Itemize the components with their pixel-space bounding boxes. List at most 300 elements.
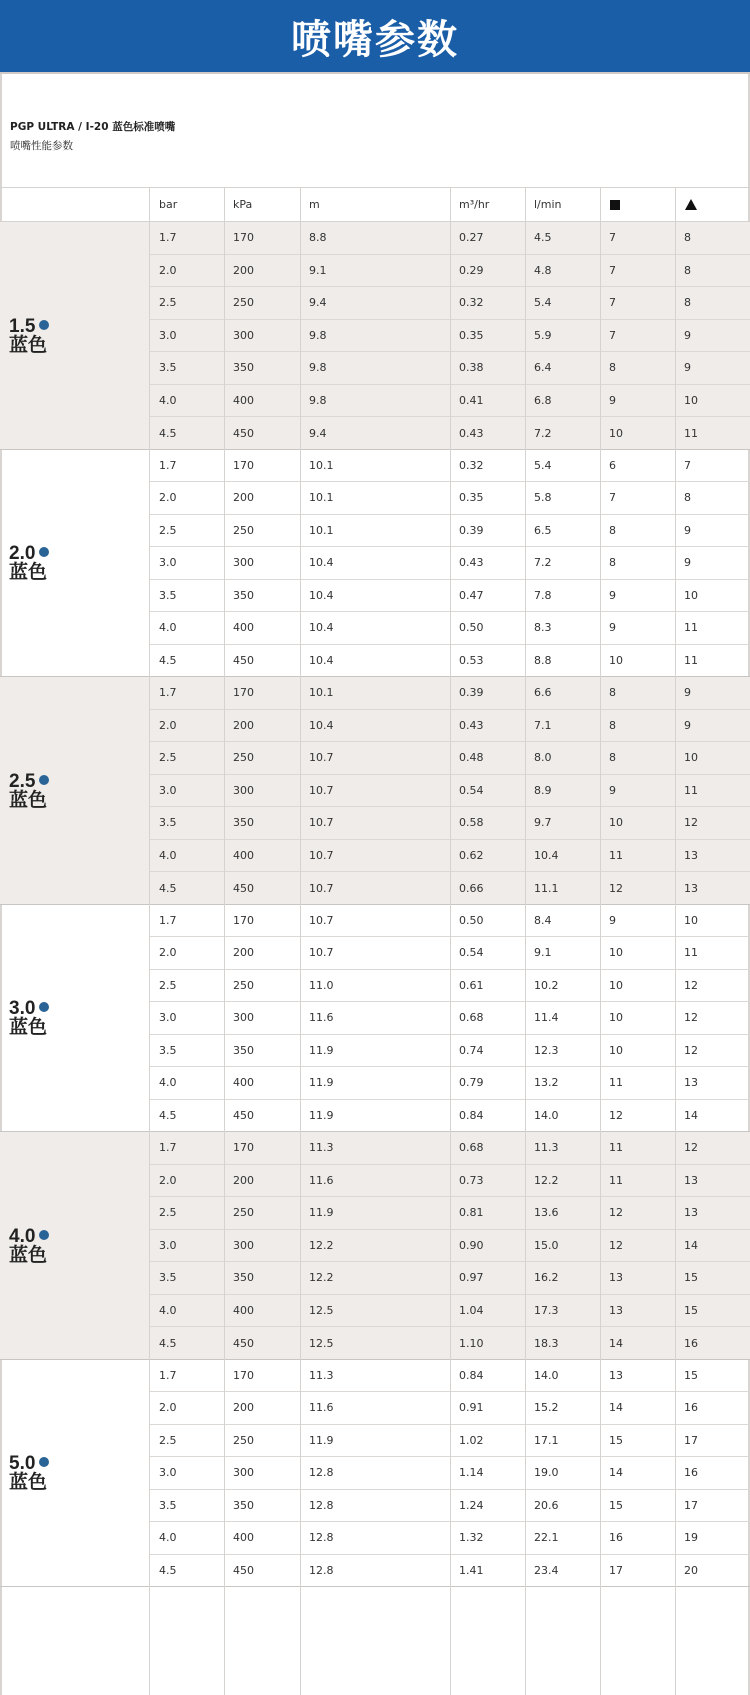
cell-m3hr: 0.90 (459, 1238, 484, 1252)
cell-kpa: 350 (233, 361, 254, 375)
cell-m3hr: 1.14 (459, 1466, 484, 1480)
column-divider (525, 188, 526, 1695)
cell-lmin: 14.0 (534, 1109, 559, 1123)
cell-m: 11.9 (309, 1043, 334, 1057)
cell-kpa: 250 (233, 1433, 254, 1447)
cell-kpa: 400 (233, 848, 254, 862)
cell-triangle: 8 (684, 263, 691, 277)
cell-square: 10 (609, 654, 623, 668)
cell-m: 10.4 (309, 621, 334, 635)
blue-dot-icon (39, 1457, 49, 1467)
cell-m3hr: 0.58 (459, 816, 484, 830)
nozzle-color: 蓝色 (9, 1471, 48, 1494)
cell-lmin: 6.5 (534, 523, 552, 537)
cell-square: 10 (609, 426, 623, 440)
cell-kpa: 350 (233, 1271, 254, 1285)
cell-m3hr: 0.35 (459, 491, 484, 505)
cell-triangle: 9 (684, 523, 691, 537)
cell-lmin: 12.2 (534, 1173, 559, 1187)
cell-lmin: 6.6 (534, 686, 552, 700)
cell-m: 9.4 (309, 426, 327, 440)
cell-square: 12 (609, 1238, 623, 1252)
column-divider (675, 188, 676, 1695)
cell-lmin: 10.2 (534, 978, 559, 992)
cell-triangle: 8 (684, 231, 691, 245)
column-divider (149, 188, 150, 1695)
cell-m: 10.7 (309, 913, 334, 927)
cell-m3hr: 0.97 (459, 1271, 484, 1285)
cell-triangle: 11 (684, 946, 698, 960)
cell-m: 11.9 (309, 1206, 334, 1220)
cell-square: 7 (609, 296, 616, 310)
cell-bar: 4.0 (159, 1303, 177, 1317)
cell-triangle: 20 (684, 1564, 698, 1578)
cell-lmin: 8.4 (534, 913, 552, 927)
cell-kpa: 350 (233, 588, 254, 602)
cell-m3hr: 0.50 (459, 913, 484, 927)
cell-bar: 2.0 (159, 491, 177, 505)
cell-kpa: 250 (233, 523, 254, 537)
cell-m: 10.7 (309, 946, 334, 960)
cell-square: 15 (609, 1433, 623, 1447)
nozzle-color: 蓝色 (9, 561, 48, 584)
nozzle-size: 2.0 (9, 543, 36, 565)
cell-m: 11.3 (309, 1368, 334, 1382)
cell-triangle: 12 (684, 816, 698, 830)
cell-m3hr: 0.39 (459, 523, 484, 537)
blue-dot-icon (39, 775, 49, 785)
cell-bar: 2.5 (159, 1206, 177, 1220)
cell-m3hr: 0.54 (459, 783, 484, 797)
col-header-lmin: l/min (534, 198, 562, 211)
nozzle-color: 蓝色 (9, 1016, 48, 1039)
cell-kpa: 200 (233, 1173, 254, 1187)
cell-m: 11.3 (309, 1141, 334, 1155)
cell-m: 11.6 (309, 1173, 334, 1187)
cell-m3hr: 0.61 (459, 978, 484, 992)
cell-bar: 2.0 (159, 263, 177, 277)
cell-m: 11.9 (309, 1433, 334, 1447)
square-icon (610, 200, 620, 210)
column-divider (450, 188, 451, 1695)
cell-triangle: 14 (684, 1238, 698, 1252)
cell-lmin: 22.1 (534, 1531, 559, 1545)
cell-m3hr: 0.53 (459, 654, 484, 668)
cell-triangle: 13 (684, 1173, 698, 1187)
cell-bar: 2.5 (159, 751, 177, 765)
cell-square: 14 (609, 1466, 623, 1480)
table-subtitle: 喷嘴性能参数 (10, 140, 73, 152)
cell-bar: 4.0 (159, 393, 177, 407)
cell-bar: 4.5 (159, 654, 177, 668)
cell-bar: 1.7 (159, 1141, 177, 1155)
cell-bar: 1.7 (159, 913, 177, 927)
cell-m3hr: 0.91 (459, 1401, 484, 1415)
cell-kpa: 300 (233, 1466, 254, 1480)
cell-m3hr: 0.27 (459, 231, 484, 245)
cell-triangle: 13 (684, 1076, 698, 1090)
nozzle-size: 2.5 (9, 770, 36, 792)
nozzle-group (0, 222, 750, 450)
cell-m3hr: 0.74 (459, 1043, 484, 1057)
cell-m: 12.8 (309, 1466, 334, 1480)
cell-kpa: 450 (233, 1336, 254, 1350)
cell-m: 12.2 (309, 1271, 334, 1285)
cell-m3hr: 0.84 (459, 1368, 484, 1382)
cell-bar: 4.0 (159, 1531, 177, 1545)
cell-bar: 2.0 (159, 1173, 177, 1187)
cell-lmin: 4.5 (534, 231, 552, 245)
cell-kpa: 400 (233, 1531, 254, 1545)
cell-bar: 1.7 (159, 458, 177, 472)
cell-m3hr: 0.84 (459, 1109, 484, 1123)
cell-m: 10.7 (309, 751, 334, 765)
cell-kpa: 170 (233, 231, 254, 245)
cell-m: 10.7 (309, 848, 334, 862)
cell-triangle: 8 (684, 491, 691, 505)
cell-triangle: 11 (684, 783, 698, 797)
cell-triangle: 15 (684, 1368, 698, 1382)
cell-lmin: 8.9 (534, 783, 552, 797)
cell-m: 11.6 (309, 1401, 334, 1415)
cell-m: 11.0 (309, 978, 334, 992)
page-title: 喷嘴参数 (291, 16, 459, 63)
cell-bar: 3.0 (159, 1466, 177, 1480)
cell-square: 17 (609, 1564, 623, 1578)
cell-triangle: 12 (684, 1011, 698, 1025)
cell-m: 10.1 (309, 686, 334, 700)
cell-triangle: 12 (684, 1141, 698, 1155)
nozzle-label (9, 770, 49, 811)
cell-lmin: 7.1 (534, 718, 552, 732)
cell-lmin: 10.4 (534, 848, 559, 862)
cell-m: 10.7 (309, 881, 334, 895)
nozzle-size: 5.0 (9, 1453, 36, 1475)
cell-m3hr: 0.29 (459, 263, 484, 277)
cell-bar: 1.7 (159, 1368, 177, 1382)
cell-m: 10.7 (309, 816, 334, 830)
cell-lmin: 8.0 (534, 751, 552, 765)
cell-kpa: 170 (233, 686, 254, 700)
cell-m3hr: 0.43 (459, 426, 484, 440)
cell-bar: 4.5 (159, 1109, 177, 1123)
cell-kpa: 450 (233, 426, 254, 440)
cell-triangle: 9 (684, 686, 691, 700)
cell-bar: 4.5 (159, 881, 177, 895)
cell-bar: 2.0 (159, 1401, 177, 1415)
nozzle-group (0, 450, 750, 678)
cell-bar: 3.0 (159, 783, 177, 797)
cell-m: 11.6 (309, 1011, 334, 1025)
cell-lmin: 7.2 (534, 426, 552, 440)
cell-kpa: 300 (233, 783, 254, 797)
nozzle-label (9, 543, 49, 584)
cell-lmin: 5.4 (534, 296, 552, 310)
nozzle-label (9, 1225, 49, 1266)
cell-kpa: 450 (233, 1564, 254, 1578)
cell-lmin: 11.4 (534, 1011, 559, 1025)
cell-lmin: 15.2 (534, 1401, 559, 1415)
cell-square: 8 (609, 361, 616, 375)
cell-triangle: 11 (684, 426, 698, 440)
cell-square: 7 (609, 491, 616, 505)
cell-lmin: 12.3 (534, 1043, 559, 1057)
cell-m3hr: 0.81 (459, 1206, 484, 1220)
cell-square: 6 (609, 458, 616, 472)
col-header-square (600, 188, 675, 221)
cell-triangle: 11 (684, 621, 698, 635)
cell-kpa: 400 (233, 393, 254, 407)
nozzle-size: 3.0 (9, 998, 36, 1020)
cell-m3hr: 1.32 (459, 1531, 484, 1545)
cell-square: 9 (609, 393, 616, 407)
cell-m: 9.8 (309, 361, 327, 375)
blue-dot-icon (39, 1002, 49, 1012)
column-divider (300, 188, 301, 1695)
cell-kpa: 170 (233, 1368, 254, 1382)
cell-square: 11 (609, 1173, 623, 1187)
cell-bar: 2.5 (159, 296, 177, 310)
cell-m: 10.7 (309, 783, 334, 797)
cell-triangle: 19 (684, 1531, 698, 1545)
cell-lmin: 9.1 (534, 946, 552, 960)
cell-m3hr: 0.54 (459, 946, 484, 960)
cell-m: 10.1 (309, 523, 334, 537)
cell-m: 11.9 (309, 1076, 334, 1090)
cell-m: 9.8 (309, 393, 327, 407)
cell-kpa: 350 (233, 816, 254, 830)
cell-lmin: 20.6 (534, 1498, 559, 1512)
cell-square: 12 (609, 1109, 623, 1123)
cell-square: 13 (609, 1368, 623, 1382)
cell-m3hr: 0.43 (459, 556, 484, 570)
info-block (0, 72, 750, 188)
cell-kpa: 450 (233, 881, 254, 895)
cell-m: 10.4 (309, 588, 334, 602)
cell-bar: 4.5 (159, 1564, 177, 1578)
nozzle-color: 蓝色 (9, 333, 48, 356)
nozzle-color: 蓝色 (9, 1243, 48, 1266)
cell-triangle: 13 (684, 1206, 698, 1220)
cell-square: 9 (609, 913, 616, 927)
cell-triangle: 8 (684, 296, 691, 310)
cell-square: 10 (609, 978, 623, 992)
cell-kpa: 300 (233, 1238, 254, 1252)
cell-m: 9.4 (309, 296, 327, 310)
cell-bar: 3.5 (159, 1498, 177, 1512)
cell-m: 9.8 (309, 328, 327, 342)
cell-m3hr: 0.38 (459, 361, 484, 375)
cell-triangle: 14 (684, 1109, 698, 1123)
cell-triangle: 10 (684, 588, 698, 602)
cell-bar: 2.5 (159, 1433, 177, 1447)
cell-square: 12 (609, 881, 623, 895)
cell-square: 7 (609, 263, 616, 277)
cell-triangle: 15 (684, 1271, 698, 1285)
cell-square: 10 (609, 1043, 623, 1057)
nozzle-group (0, 1360, 750, 1588)
cell-square: 11 (609, 1076, 623, 1090)
blue-dot-icon (39, 547, 49, 557)
cell-bar: 3.5 (159, 1271, 177, 1285)
cell-lmin: 13.6 (534, 1206, 559, 1220)
cell-square: 12 (609, 1206, 623, 1220)
column-divider (600, 188, 601, 1695)
cell-m3hr: 0.39 (459, 686, 484, 700)
cell-m: 12.8 (309, 1531, 334, 1545)
cell-triangle: 12 (684, 1043, 698, 1057)
cell-bar: 3.5 (159, 816, 177, 830)
cell-bar: 3.0 (159, 1011, 177, 1025)
cell-lmin: 5.8 (534, 491, 552, 505)
cell-kpa: 400 (233, 1076, 254, 1090)
cell-lmin: 16.2 (534, 1271, 559, 1285)
cell-triangle: 17 (684, 1498, 698, 1512)
cell-m3hr: 0.35 (459, 328, 484, 342)
cell-m3hr: 0.68 (459, 1011, 484, 1025)
cell-m3hr: 0.73 (459, 1173, 484, 1187)
nozzle-label (9, 998, 49, 1039)
cell-lmin: 5.4 (534, 458, 552, 472)
cell-bar: 4.0 (159, 848, 177, 862)
nozzle-label (9, 315, 49, 356)
cell-square: 9 (609, 588, 616, 602)
cell-triangle: 10 (684, 393, 698, 407)
col-header-kpa: kPa (233, 198, 253, 211)
cell-m3hr: 1.02 (459, 1433, 484, 1447)
cell-m3hr: 0.32 (459, 458, 484, 472)
nozzle-group (0, 905, 750, 1133)
cell-square: 11 (609, 848, 623, 862)
cell-lmin: 7.8 (534, 588, 552, 602)
cell-square: 9 (609, 621, 616, 635)
cell-m3hr: 0.79 (459, 1076, 484, 1090)
cell-square: 9 (609, 783, 616, 797)
cell-m3hr: 0.66 (459, 881, 484, 895)
cell-bar: 2.0 (159, 718, 177, 732)
col-header-m3hr: m³/hr (459, 198, 490, 211)
cell-triangle: 9 (684, 718, 691, 732)
cell-bar: 3.5 (159, 588, 177, 602)
cell-bar: 3.5 (159, 361, 177, 375)
cell-kpa: 250 (233, 978, 254, 992)
cell-square: 13 (609, 1303, 623, 1317)
cell-lmin: 18.3 (534, 1336, 559, 1350)
cell-m3hr: 0.43 (459, 718, 484, 732)
cell-kpa: 450 (233, 1109, 254, 1123)
nozzle-size: 4.0 (9, 1225, 36, 1247)
cell-m3hr: 0.32 (459, 296, 484, 310)
cell-m3hr: 1.41 (459, 1564, 484, 1578)
cell-m: 12.5 (309, 1336, 334, 1350)
cell-lmin: 15.0 (534, 1238, 559, 1252)
cell-lmin: 14.0 (534, 1368, 559, 1382)
cell-m3hr: 0.62 (459, 848, 484, 862)
cell-triangle: 16 (684, 1466, 698, 1480)
cell-m: 11.9 (309, 1109, 334, 1123)
cell-square: 8 (609, 556, 616, 570)
cell-lmin: 13.2 (534, 1076, 559, 1090)
cell-m: 12.2 (309, 1238, 334, 1252)
cell-m3hr: 0.50 (459, 621, 484, 635)
cell-bar: 2.5 (159, 978, 177, 992)
cell-m: 9.1 (309, 263, 327, 277)
cell-square: 8 (609, 523, 616, 537)
cell-square: 16 (609, 1531, 623, 1545)
group-divider (0, 1586, 750, 1587)
cell-triangle: 16 (684, 1401, 698, 1415)
cell-triangle: 7 (684, 458, 691, 472)
cell-m: 10.1 (309, 491, 334, 505)
cell-kpa: 200 (233, 491, 254, 505)
cell-triangle: 13 (684, 848, 698, 862)
cell-bar: 3.0 (159, 556, 177, 570)
cell-m: 10.4 (309, 556, 334, 570)
cell-m3hr: 1.24 (459, 1498, 484, 1512)
cell-kpa: 350 (233, 1043, 254, 1057)
cell-square: 11 (609, 1141, 623, 1155)
cell-square: 8 (609, 686, 616, 700)
title-banner (0, 0, 750, 72)
cell-lmin: 4.8 (534, 263, 552, 277)
cell-kpa: 250 (233, 296, 254, 310)
nozzle-size: 1.5 (9, 315, 36, 337)
cell-kpa: 250 (233, 1206, 254, 1220)
cell-bar: 3.0 (159, 1238, 177, 1252)
cell-lmin: 19.0 (534, 1466, 559, 1480)
column-divider (224, 188, 225, 1695)
table-header-row (0, 188, 750, 222)
cell-square: 7 (609, 231, 616, 245)
cell-m: 12.5 (309, 1303, 334, 1317)
cell-kpa: 300 (233, 328, 254, 342)
cell-triangle: 9 (684, 556, 691, 570)
cell-lmin: 17.3 (534, 1303, 559, 1317)
cell-lmin: 6.8 (534, 393, 552, 407)
cell-bar: 1.7 (159, 231, 177, 245)
cell-kpa: 200 (233, 263, 254, 277)
cell-bar: 4.5 (159, 426, 177, 440)
cell-lmin: 9.7 (534, 816, 552, 830)
cell-bar: 2.0 (159, 946, 177, 960)
cell-triangle: 9 (684, 361, 691, 375)
cell-m: 12.8 (309, 1498, 334, 1512)
cell-square: 10 (609, 1011, 623, 1025)
cell-lmin: 11.3 (534, 1141, 559, 1155)
cell-lmin: 7.2 (534, 556, 552, 570)
cell-bar: 4.0 (159, 1076, 177, 1090)
cell-lmin: 8.3 (534, 621, 552, 635)
nozzle-label (9, 1453, 49, 1494)
cell-m3hr: 0.47 (459, 588, 484, 602)
cell-m: 10.4 (309, 654, 334, 668)
cell-m: 8.8 (309, 231, 327, 245)
cell-bar: 4.0 (159, 621, 177, 635)
cell-kpa: 170 (233, 458, 254, 472)
cell-bar: 3.0 (159, 328, 177, 342)
cell-bar: 2.5 (159, 523, 177, 537)
cell-square: 10 (609, 946, 623, 960)
cell-square: 8 (609, 718, 616, 732)
col-header-bar: bar (159, 198, 178, 211)
nozzle-group (0, 677, 750, 905)
cell-m: 10.4 (309, 718, 334, 732)
cell-kpa: 300 (233, 1011, 254, 1025)
cell-square: 8 (609, 751, 616, 765)
nozzle-color: 蓝色 (9, 788, 48, 811)
cell-m3hr: 1.10 (459, 1336, 484, 1350)
cell-lmin: 23.4 (534, 1564, 559, 1578)
